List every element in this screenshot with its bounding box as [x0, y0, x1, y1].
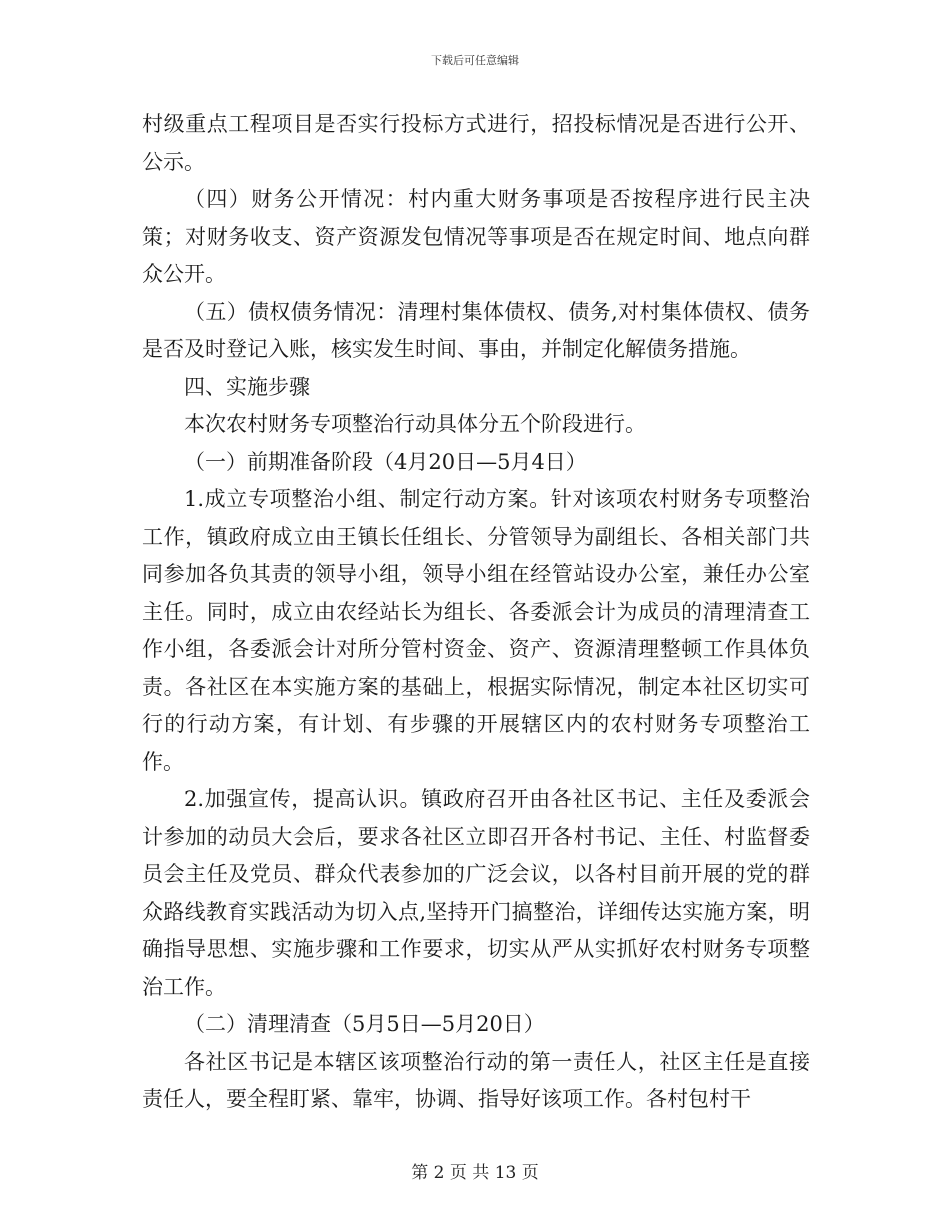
subsection-heading: （一）前期准备阶段（4月20日—5月4日）: [184, 449, 587, 474]
paragraph: 村级重点工程项目是否实行投标方式进行，招投标情况是否进行公开、公示。: [142, 112, 810, 174]
subsection-heading: （二）清理清查（5月5日—5月20日）: [184, 1012, 545, 1036]
paragraph: （五）债权债务情况：清理村集体债权、债务,对村集体债权、债务是否及时登记入账，核实发生时间、事由，并制定化解债务措施。: [142, 299, 810, 361]
paragraph: 各社区书记是本辖区该项整治行动的第一责任人，社区主任是直接责任人，要全程盯紧、靠牢，协调、指导好该项工作。各村包村干: [142, 1049, 810, 1111]
page-number: 第 2 页 共 13 页: [411, 1163, 539, 1183]
document-body: [142, 106, 810, 1119]
paragraph: 1.成立专项整治小组、制定行动方案。针对该项农村财务专项整治工作，镇政府成立由王镇长任组长、分管领导为副组长、各相关部门共同参加各负其责的领导小组，领导小组在经管站设办公室，兼任办公室主任。同时，成立由农经站长为组长、各委派会计为成员的清理清查工作小组，各委派会计对所分管村资金、资产、资源清理整顿工作具体负责。各社区在本实施方案的基础上，根据实际情况，制定本社区切实可行的行动方案，有计划、有步骤的开展辖区内的农村财务专项整治工作。: [142, 487, 810, 774]
section-heading: 四、实施步骤: [184, 374, 310, 399]
paragraph: 本次农村财务专项整治行动具体分五个阶段进行。: [184, 412, 646, 436]
paragraph: （四）财务公开情况：村内重大财务事项是否按程序进行民主决策；对财务收支、资产资源发包情况等事项是否在规定时间、地点向群众公开。: [142, 187, 810, 286]
paragraph: 2.加强宣传，提高认识。镇政府召开由各社区书记、主任及委派会计参加的动员大会后，要求各社区立即召开各村书记、主任、村监督委员会主任及党员、群众代表参加的广泛会议，以各村目前开展的党的群众路线教育实践活动为切入点,坚持开门搞整治，详细传达实施方案，明确指导思想、实施步骤和工作要求，切实从严从实抓好农村财务专项整治工作。: [142, 787, 810, 999]
header-note: 下载后可任意编辑: [431, 54, 519, 67]
